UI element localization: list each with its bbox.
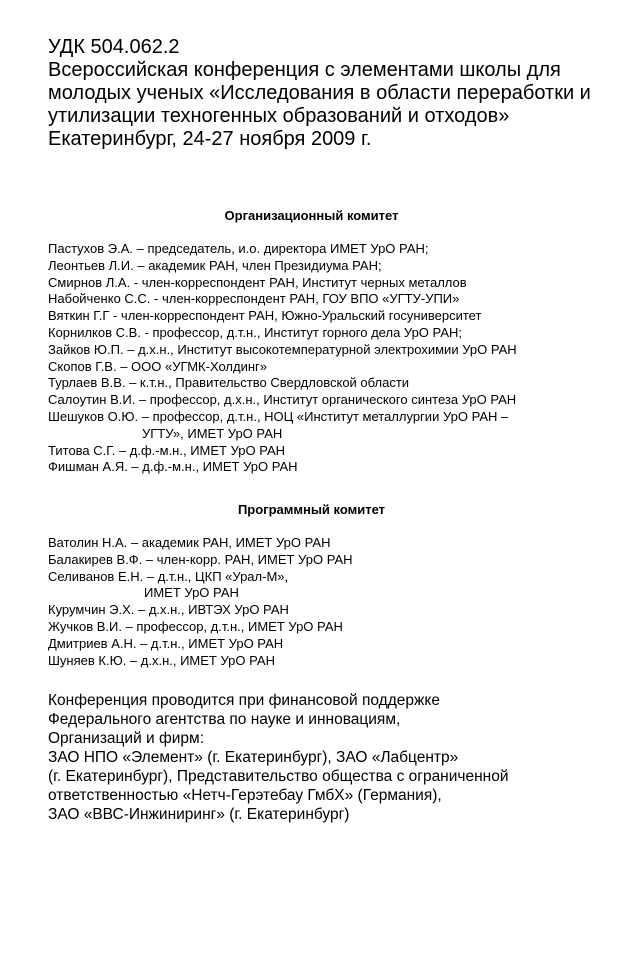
program-committee-list — [48, 535, 608, 669]
list-item: Курумчин Э.Х. – д.х.н., ИВТЭХ УрО РАН — [48, 602, 289, 618]
list-item: Селиванов Е.Н. – д.т.н., ЦКП «Урал-М», — [48, 568, 289, 584]
sponsor-line: (г. Екатеринбург), Представительство общества с ограниченной — [48, 768, 509, 785]
conference-date-place: Екатеринбург, 24-27 ноября 2009 г. — [48, 128, 372, 150]
list-item: Шуняев К.Ю. – д.х.н., ИМЕТ УрО РАН — [48, 652, 275, 668]
program-committee-title: Программный комитет — [237, 502, 386, 517]
list-item: Корнилков С.В. - профессор, д.т.н., Институт горного дела УрО РАН; — [48, 324, 463, 340]
sponsor-line: ЗАО НПО «Элемент» (г. Екатеринбург), ЗАО «Лабцентр» — [48, 749, 459, 766]
funding-line: Организаций и фирм: — [48, 730, 205, 747]
list-item: Пастухов Э.А. – председатель, и.о. директора ИМЕТ УрО РАН; — [48, 241, 429, 256]
list-item: Скопов Г.В. – ООО «УГМК-Холдинг» — [48, 358, 268, 374]
list-item-continuation: УГТУ», ИМЕТ УрО РАН — [142, 425, 283, 441]
funding-line: Федерального агентства по науке и инновациям, — [48, 711, 401, 728]
list-item: Леонтьев Л.И. – академик РАН, член Президиума РАН; — [48, 257, 382, 273]
list-item: Салоутин В.И. – профессор, д.х.н., Институт органического синтеза УрО РАН — [48, 392, 517, 408]
list-item: Титова С.Г. – д.ф.-м.н., ИМЕТ УрО РАН — [48, 442, 286, 458]
list-item: Набойченко С.С. - член-корреспондент РАН, ГОУ ВПО «УГТУ-УПИ» — [48, 291, 460, 307]
list-item-continuation: ИМЕТ УрО РАН — [144, 585, 239, 601]
funding-line: Конференция проводится при финансовой поддержке — [48, 692, 440, 709]
sponsor-line: ответственностью «Нетч-Герэтебау ГмбХ» (Германия), — [48, 787, 442, 804]
list-item: Вяткин Г.Г - член-корреспондент РАН, Южно-Уральский госуниверситет — [48, 308, 482, 324]
conference-title-line: молодых ученых «Исследования в области переработки и — [48, 82, 591, 104]
org-committee-title: Организационный комитет — [224, 208, 399, 223]
list-item: Ватолин Н.А. – академик РАН, ИМЕТ УрО РАН — [48, 535, 331, 550]
list-item: Смирнов Л.А. - член-корреспондент РАН, Институт черных металлов — [48, 274, 467, 290]
sponsor-line: ЗАО «ВВС-Инжиниринг» (г. Екатеринбург) — [48, 806, 350, 823]
list-item: Турлаев В.В. – к.т.н., Правительство Свердловской области — [48, 375, 410, 391]
list-item: Шешуков О.Ю. – профессор, д.т.н., НОЦ «Институт металлургии УрО РАН – — [48, 408, 509, 424]
list-item: Фишман А.Я. – д.ф.-м.н., ИМЕТ УрО РАН — [48, 459, 298, 475]
udc-code: УДК 504.062.2 — [48, 36, 180, 58]
funding-note — [48, 691, 608, 824]
list-item: Жучков В.И. – профессор, д.т.н., ИМЕТ УрО РАН — [48, 618, 343, 634]
conference-title-line: утилизации техногенных образований и отходов» — [48, 105, 510, 127]
list-item: Дмитриев А.Н. – д.т.н., ИМЕТ УрО РАН — [48, 635, 284, 651]
list-item: Балакирев В.Ф. – член-корр. РАН, ИМЕТ УрО РАН — [48, 551, 353, 567]
document-header — [48, 36, 608, 151]
list-item: Зайков Ю.П. – д.х.н., Институт высокотемпературной электрохимии УрО РАН — [48, 341, 517, 357]
org-committee-list — [48, 241, 608, 476]
conference-title-line: Всероссийская конференция с элементами школы для — [48, 59, 561, 81]
